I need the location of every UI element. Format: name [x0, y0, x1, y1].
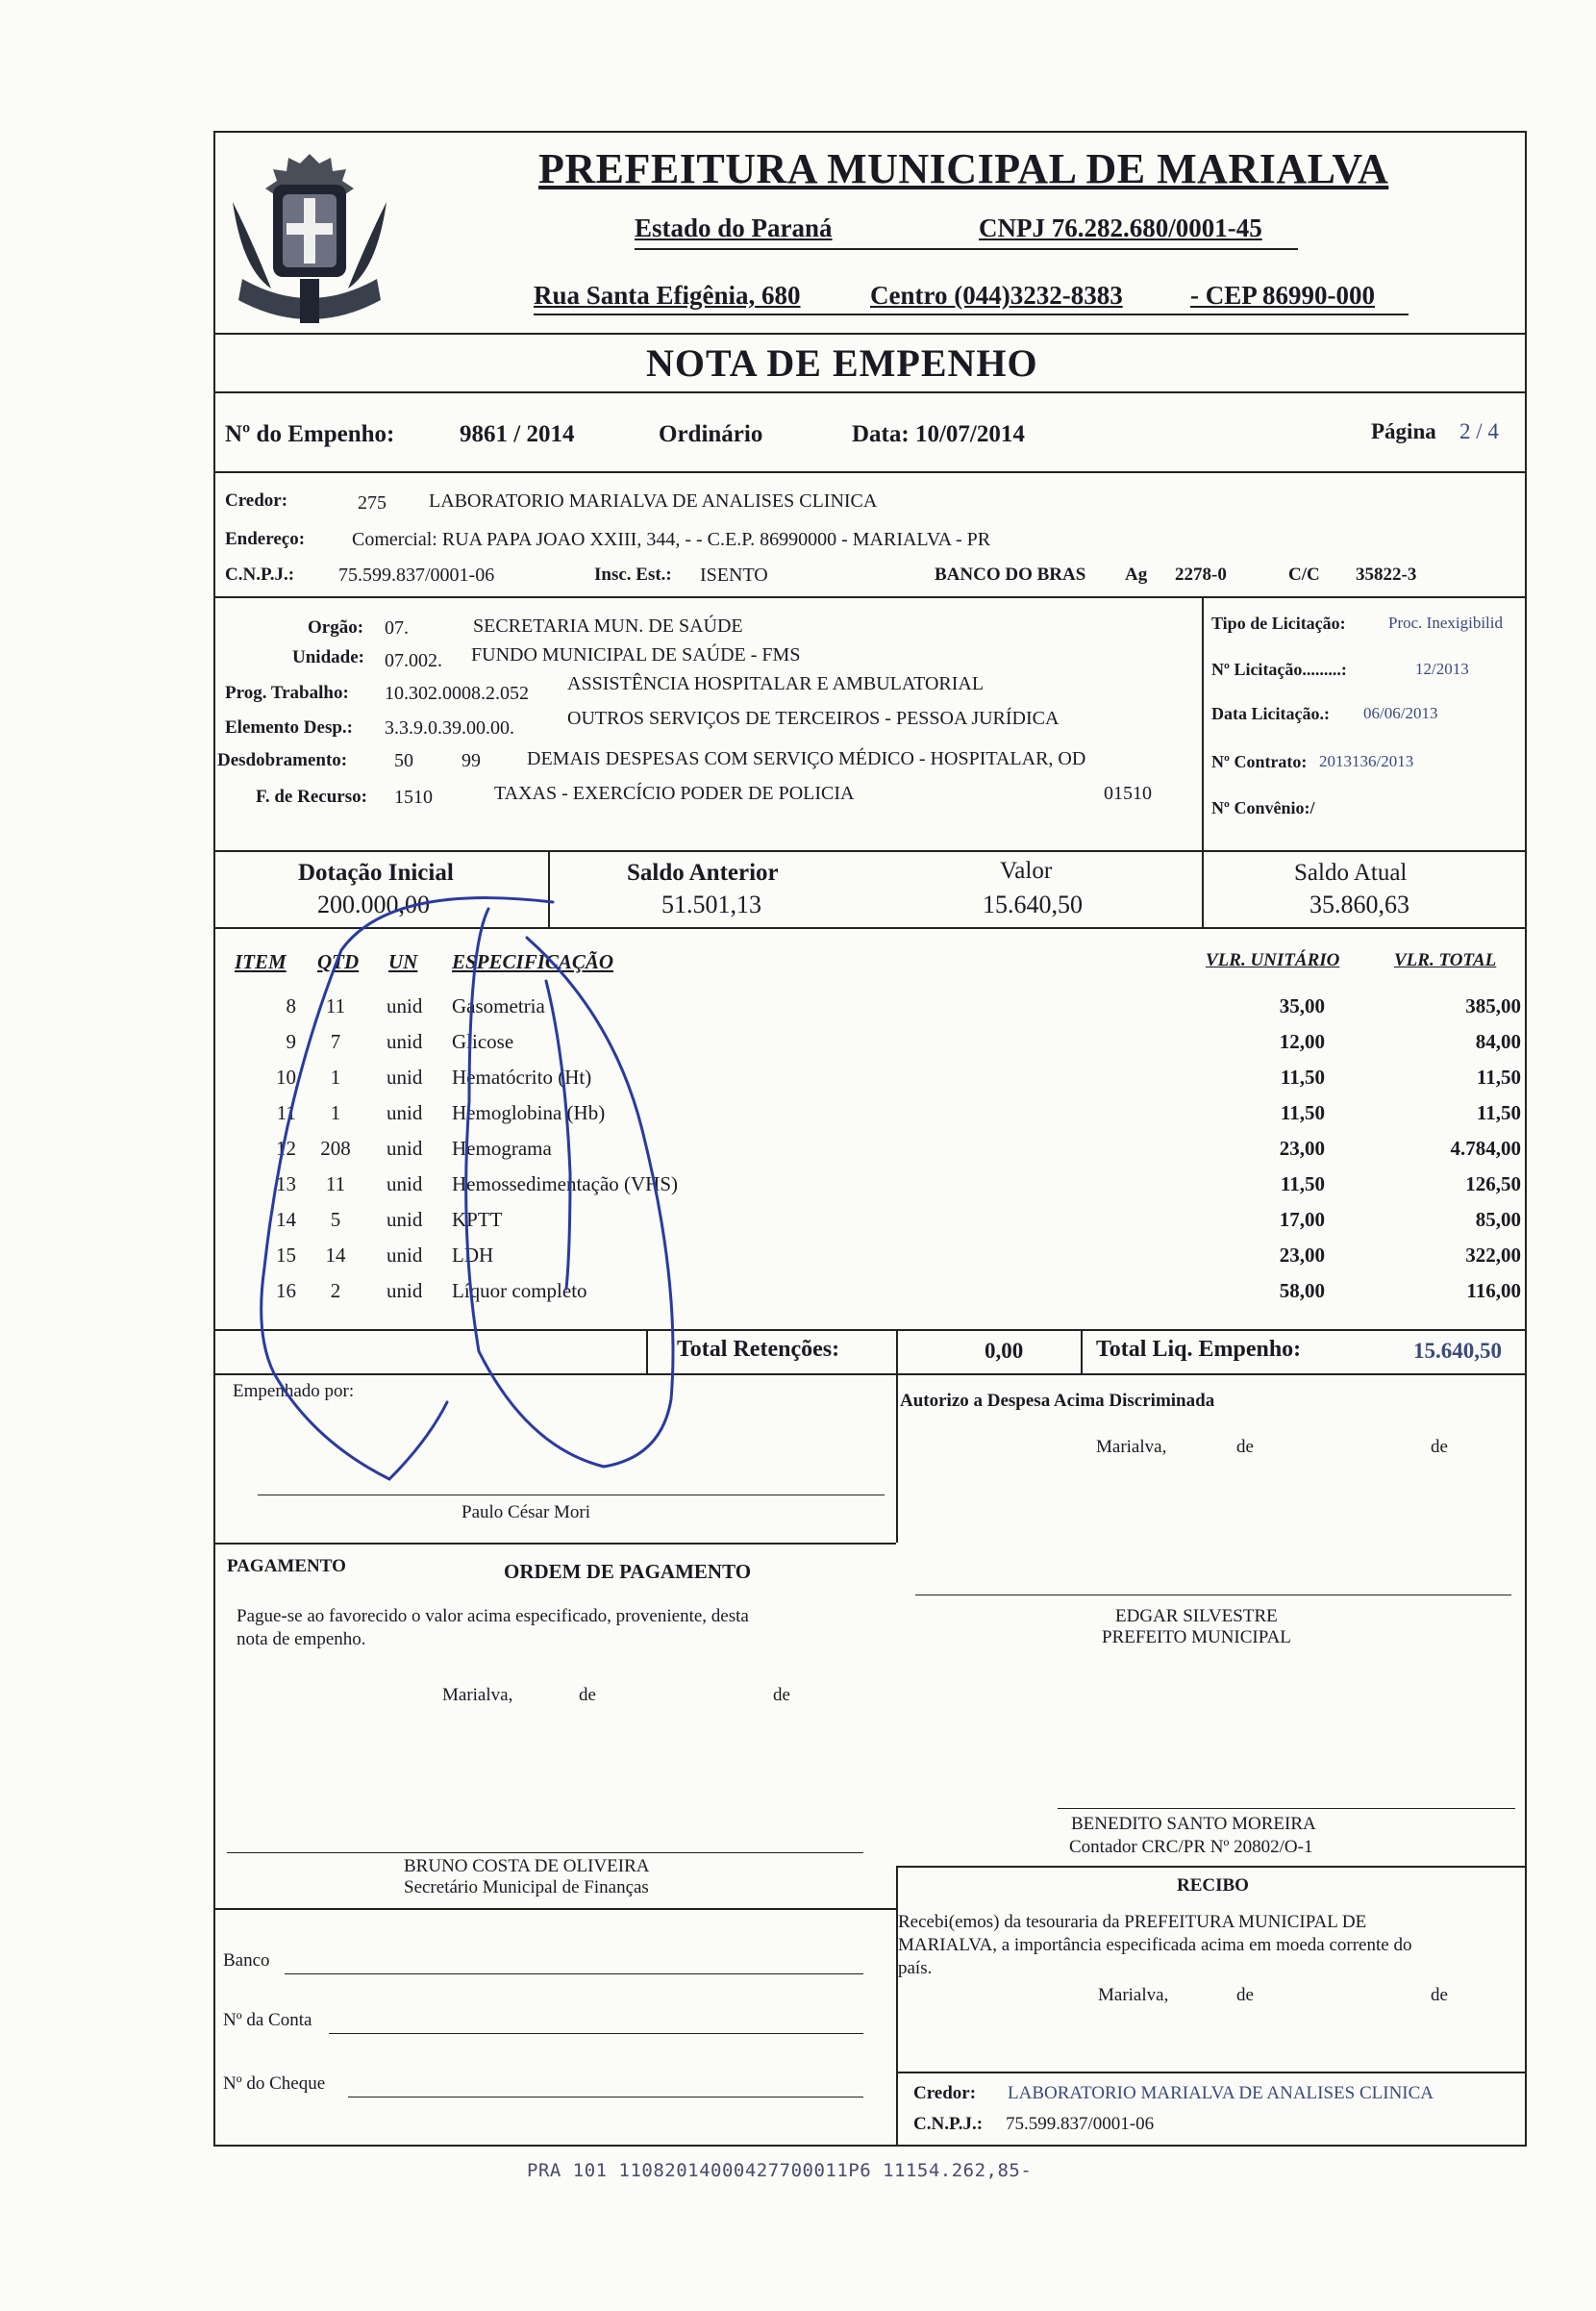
licitacao-num-label: Nº Licitação.........:	[1211, 660, 1347, 679]
empenho-date: Data: 10/07/2014	[852, 421, 1025, 447]
page-value: 2 / 4	[1459, 419, 1499, 443]
item-unit: unid	[387, 1172, 423, 1195]
pague-text: Pague-se ao favorecido o valor acima especificado, proveniente, desta	[237, 1606, 749, 1626]
autorizo-de1: de	[1236, 1437, 1254, 1457]
recibo-text3: país.	[898, 1958, 933, 1978]
col-especificacao: ESPECIFICAÇÃO	[452, 950, 614, 973]
liq-empenho-value: 15.640,50	[1413, 1339, 1502, 1363]
item-quantity: 5	[330, 1208, 341, 1231]
credor-label: Credor:	[225, 490, 288, 511]
secretario-role: Secretário Municipal de Finanças	[404, 1877, 649, 1897]
retencoes-label: Total Retenções:	[677, 1337, 840, 1362]
col-vlr-unitario: VLR. UNITÁRIO	[1206, 950, 1340, 970]
recibo-de1: de	[1236, 1985, 1254, 2005]
item-quantity: 1	[330, 1066, 341, 1089]
item-unit-price: 11,50	[1280, 1101, 1325, 1124]
elemento-name: OUTROS SERVIÇOS DE TERCEIROS - PESSOA JURÍDICA	[567, 708, 1060, 729]
item-quantity: 208	[320, 1137, 351, 1160]
empenhado-label: Empenhado por:	[233, 1381, 355, 1401]
recibo-cnpj-label: C.N.P.J.:	[913, 2114, 984, 2134]
ordem-label: ORDEM DE PAGAMENTO	[504, 1560, 752, 1583]
saldo-atual-label: Saldo Atual	[1294, 860, 1408, 886]
item-total-price: 11,50	[1476, 1066, 1521, 1089]
item-unit-price: 23,00	[1279, 1137, 1325, 1160]
item-total-price: 11,50	[1476, 1101, 1521, 1124]
item-unit: unid	[387, 1066, 423, 1089]
cc-label: C/C	[1288, 565, 1320, 585]
col-item: ITEM	[235, 950, 287, 973]
contador-role: Contador CRC/PR Nº 20802/O-1	[1069, 1837, 1313, 1857]
cheque-label: Nº do Cheque	[223, 2073, 326, 2094]
item-quantity: 2	[330, 1279, 341, 1302]
licitacao-tipo-label: Tipo de Licitação:	[1211, 614, 1346, 633]
item-unit: unid	[387, 1243, 423, 1267]
ag-label: Ag	[1125, 565, 1148, 585]
saldo-atual-value: 35.860,63	[1309, 891, 1409, 918]
pagamento-label: PAGAMENTO	[227, 1556, 346, 1576]
credor-code: 275	[358, 492, 387, 514]
item-quantity: 1	[330, 1101, 341, 1124]
item-total-price: 322,00	[1465, 1243, 1521, 1267]
page-label: Página	[1371, 419, 1436, 443]
item-unit-price: 12,00	[1279, 1030, 1325, 1053]
orgao-code: 07.	[385, 617, 409, 639]
item-number: 12	[276, 1137, 296, 1160]
empenho-number: 9861 / 2014	[460, 421, 575, 447]
recurso-code2: 01510	[1104, 783, 1152, 804]
item-total-price: 4.784,00	[1450, 1137, 1521, 1160]
col-qtd: QTD	[317, 950, 360, 973]
valor-value: 15.640,50	[983, 891, 1083, 918]
prog-label: Prog. Trabalho:	[225, 683, 349, 703]
item-description: LDH	[452, 1243, 494, 1267]
desdobramento-code2: 99	[461, 750, 481, 771]
credor-name: LABORATORIO MARIALVA DE ANALISES CLINICA	[429, 490, 878, 512]
item-unit: unid	[387, 1137, 423, 1160]
item-unit-price: 17,00	[1279, 1208, 1325, 1231]
desdobramento-code1: 50	[394, 750, 413, 771]
licitacao-data: 06/06/2013	[1363, 704, 1438, 722]
item-unit: unid	[387, 1030, 423, 1053]
autorizo-city: Marialva,	[1096, 1437, 1167, 1457]
item-quantity: 7	[330, 1030, 341, 1053]
item-unit: unid	[387, 1101, 423, 1124]
orgao-name: SECRETARIA MUN. DE SAÚDE	[473, 615, 743, 637]
recibo-cnpj: 75.599.837/0001-06	[1006, 2114, 1155, 2134]
valor-label: Valor	[1000, 858, 1053, 884]
contador-name: BENEDITO SANTO MOREIRA	[1071, 1814, 1316, 1834]
prog-code: 10.302.0008.2.052	[385, 683, 529, 704]
desdobramento-name: DEMAIS DESPESAS COM SERVIÇO MÉDICO - HOSPITALAR, OD	[527, 748, 1086, 769]
saldo-anterior-value: 51.501,13	[661, 891, 761, 918]
item-total-price: 126,50	[1465, 1172, 1521, 1195]
item-total-price: 84,00	[1475, 1030, 1521, 1053]
recurso-name: TAXAS - EXERCÍCIO PODER DE POLICIA	[494, 783, 855, 804]
pague-text2: nota de empenho.	[237, 1629, 366, 1649]
item-total-price: 85,00	[1475, 1208, 1521, 1231]
item-unit-price: 11,50	[1280, 1172, 1325, 1195]
item-description: Gasometria	[452, 994, 545, 1017]
document-title: NOTA DE EMPENHO	[646, 341, 1038, 385]
item-number: 15	[276, 1243, 296, 1267]
item-unit-price: 23,00	[1279, 1243, 1325, 1267]
recibo-text1: Recebi(emos) da tesouraria da PREFEITURA MUNICIPAL DE	[898, 1912, 1367, 1932]
elemento-code: 3.3.9.0.39.00.00.	[385, 717, 514, 739]
municipality-title: PREFEITURA MUNICIPAL DE MARIALVA	[538, 145, 1389, 192]
unidade-code: 07.002.	[385, 650, 442, 671]
banco-label: Banco	[223, 1950, 270, 1971]
item-unit: unid	[387, 994, 423, 1017]
recurso-label: F. de Recurso:	[256, 787, 367, 807]
item-description: KPTT	[452, 1208, 503, 1231]
pagamento-de1: de	[579, 1685, 596, 1705]
licitacao-tipo: Proc. Inexigibilid	[1388, 614, 1503, 632]
address-label: Endereço:	[225, 529, 306, 549]
secretario-name: BRUNO COSTA DE OLIVEIRA	[404, 1856, 650, 1876]
cnpj-header: CNPJ 76.282.680/0001-45	[979, 214, 1262, 242]
contrato-value: 2013136/2013	[1319, 752, 1414, 770]
item-number: 9	[286, 1030, 296, 1053]
unidade-name: FUNDO MUNICIPAL DE SAÚDE - FMS	[471, 644, 801, 666]
item-description: Glicose	[452, 1030, 514, 1053]
credor-address: Comercial: RUA PAPA JOAO XXIII, 344, - - C.E.P. 86990000 - MARIALVA - PR	[352, 529, 991, 550]
item-number: 14	[276, 1208, 296, 1231]
item-total-price: 116,00	[1466, 1279, 1521, 1302]
col-un: UN	[388, 950, 418, 973]
liq-empenho-label: Total Liq. Empenho:	[1096, 1337, 1302, 1362]
dotacao-inicial-label: Dotação Inicial	[298, 860, 454, 886]
autorizo-de2: de	[1431, 1437, 1448, 1457]
recibo-credor-label: Credor:	[913, 2083, 977, 2103]
prog-name: ASSISTÊNCIA HOSPITALAR E AMBULATORIAL	[567, 673, 985, 694]
prefeito-name: EDGAR SILVESTRE	[1115, 1606, 1278, 1626]
licitacao-num: 12/2013	[1415, 660, 1469, 678]
district-phone: Centro (044)3232-8383	[870, 281, 1123, 310]
conta-label: Nº da Conta	[223, 2010, 312, 2030]
recurso-code: 1510	[394, 787, 433, 808]
empenho-type: Ordinário	[659, 421, 763, 447]
item-unit: unid	[387, 1208, 423, 1231]
dotacao-inicial-value: 200.000,00	[317, 891, 430, 918]
cnpj-label: C.N.P.J.:	[225, 565, 295, 585]
ag-value: 2278-0	[1175, 565, 1227, 585]
item-unit-price: 58,00	[1279, 1279, 1325, 1302]
credor-cnpj: 75.599.837/0001-06	[338, 565, 495, 586]
empenhado-name: Paulo César Mori	[461, 1502, 591, 1522]
recibo-text2: MARIALVA, a importância especificada acima em moeda corrente do	[898, 1935, 1412, 1955]
insc-value: ISENTO	[700, 565, 768, 586]
item-description: Líquor completo	[452, 1279, 587, 1302]
item-number: 8	[286, 994, 296, 1017]
col-vlr-total: VLR. TOTAL	[1394, 950, 1497, 970]
orgao-label: Orgão:	[308, 617, 364, 638]
item-quantity: 14	[325, 1243, 346, 1267]
pagamento-de2: de	[773, 1685, 790, 1705]
retencoes-value: 0,00	[985, 1339, 1024, 1363]
bank-name: BANCO DO BRAS	[935, 565, 1086, 585]
item-unit: unid	[387, 1279, 423, 1302]
item-unit-price: 11,50	[1280, 1066, 1325, 1089]
saldo-anterior-label: Saldo Anterior	[627, 860, 779, 886]
cep-header: - CEP 86990-000	[1190, 281, 1375, 310]
insc-label: Insc. Est.:	[594, 565, 672, 585]
desdobramento-label: Desdobramento:	[217, 750, 348, 770]
state-name: Estado do Paraná	[635, 214, 833, 242]
item-description: Hemograma	[452, 1137, 552, 1160]
empenho-label: Nº do Empenho:	[225, 421, 395, 447]
item-number: 16	[276, 1279, 296, 1302]
footer-code: PRA 101 11082014000427700011P6 11154.262,85-	[527, 2160, 1033, 2181]
convenio-label: Nº Convênio:/	[1211, 798, 1315, 817]
contrato-label: Nº Contrato:	[1211, 752, 1308, 771]
elemento-label: Elemento Desp.:	[225, 717, 353, 738]
item-quantity: 11	[325, 994, 346, 1017]
item-number: 10	[276, 1066, 296, 1089]
recibo-city: Marialva,	[1098, 1985, 1169, 2005]
recibo-credor-name: LABORATORIO MARIALVA DE ANALISES CLINICA	[1008, 2083, 1434, 2103]
item-total-price: 385,00	[1465, 994, 1521, 1017]
licitacao-data-label: Data Licitação.:	[1211, 704, 1330, 723]
item-number: 13	[276, 1172, 296, 1195]
item-quantity: 11	[325, 1172, 346, 1195]
pagamento-city: Marialva,	[442, 1685, 513, 1705]
recibo-de2: de	[1431, 1985, 1448, 2005]
item-description: Hematócrito (Ht)	[452, 1066, 592, 1089]
unidade-label: Unidade:	[292, 647, 364, 667]
item-description: Hemossedimentação (VHS)	[452, 1172, 679, 1195]
recibo-title: RECIBO	[1177, 1875, 1249, 1896]
cc-value: 35822-3	[1356, 565, 1417, 585]
item-unit-price: 35,00	[1279, 994, 1325, 1017]
item-number: 11	[276, 1101, 296, 1124]
item-description: Hemoglobina (Hb)	[452, 1101, 606, 1124]
prefeito-role: PREFEITO MUNICIPAL	[1102, 1627, 1291, 1647]
street-address: Rua Santa Efigênia, 680	[534, 281, 801, 310]
autorizo-label: Autorizo a Despesa Acima Discriminada	[900, 1391, 1215, 1411]
